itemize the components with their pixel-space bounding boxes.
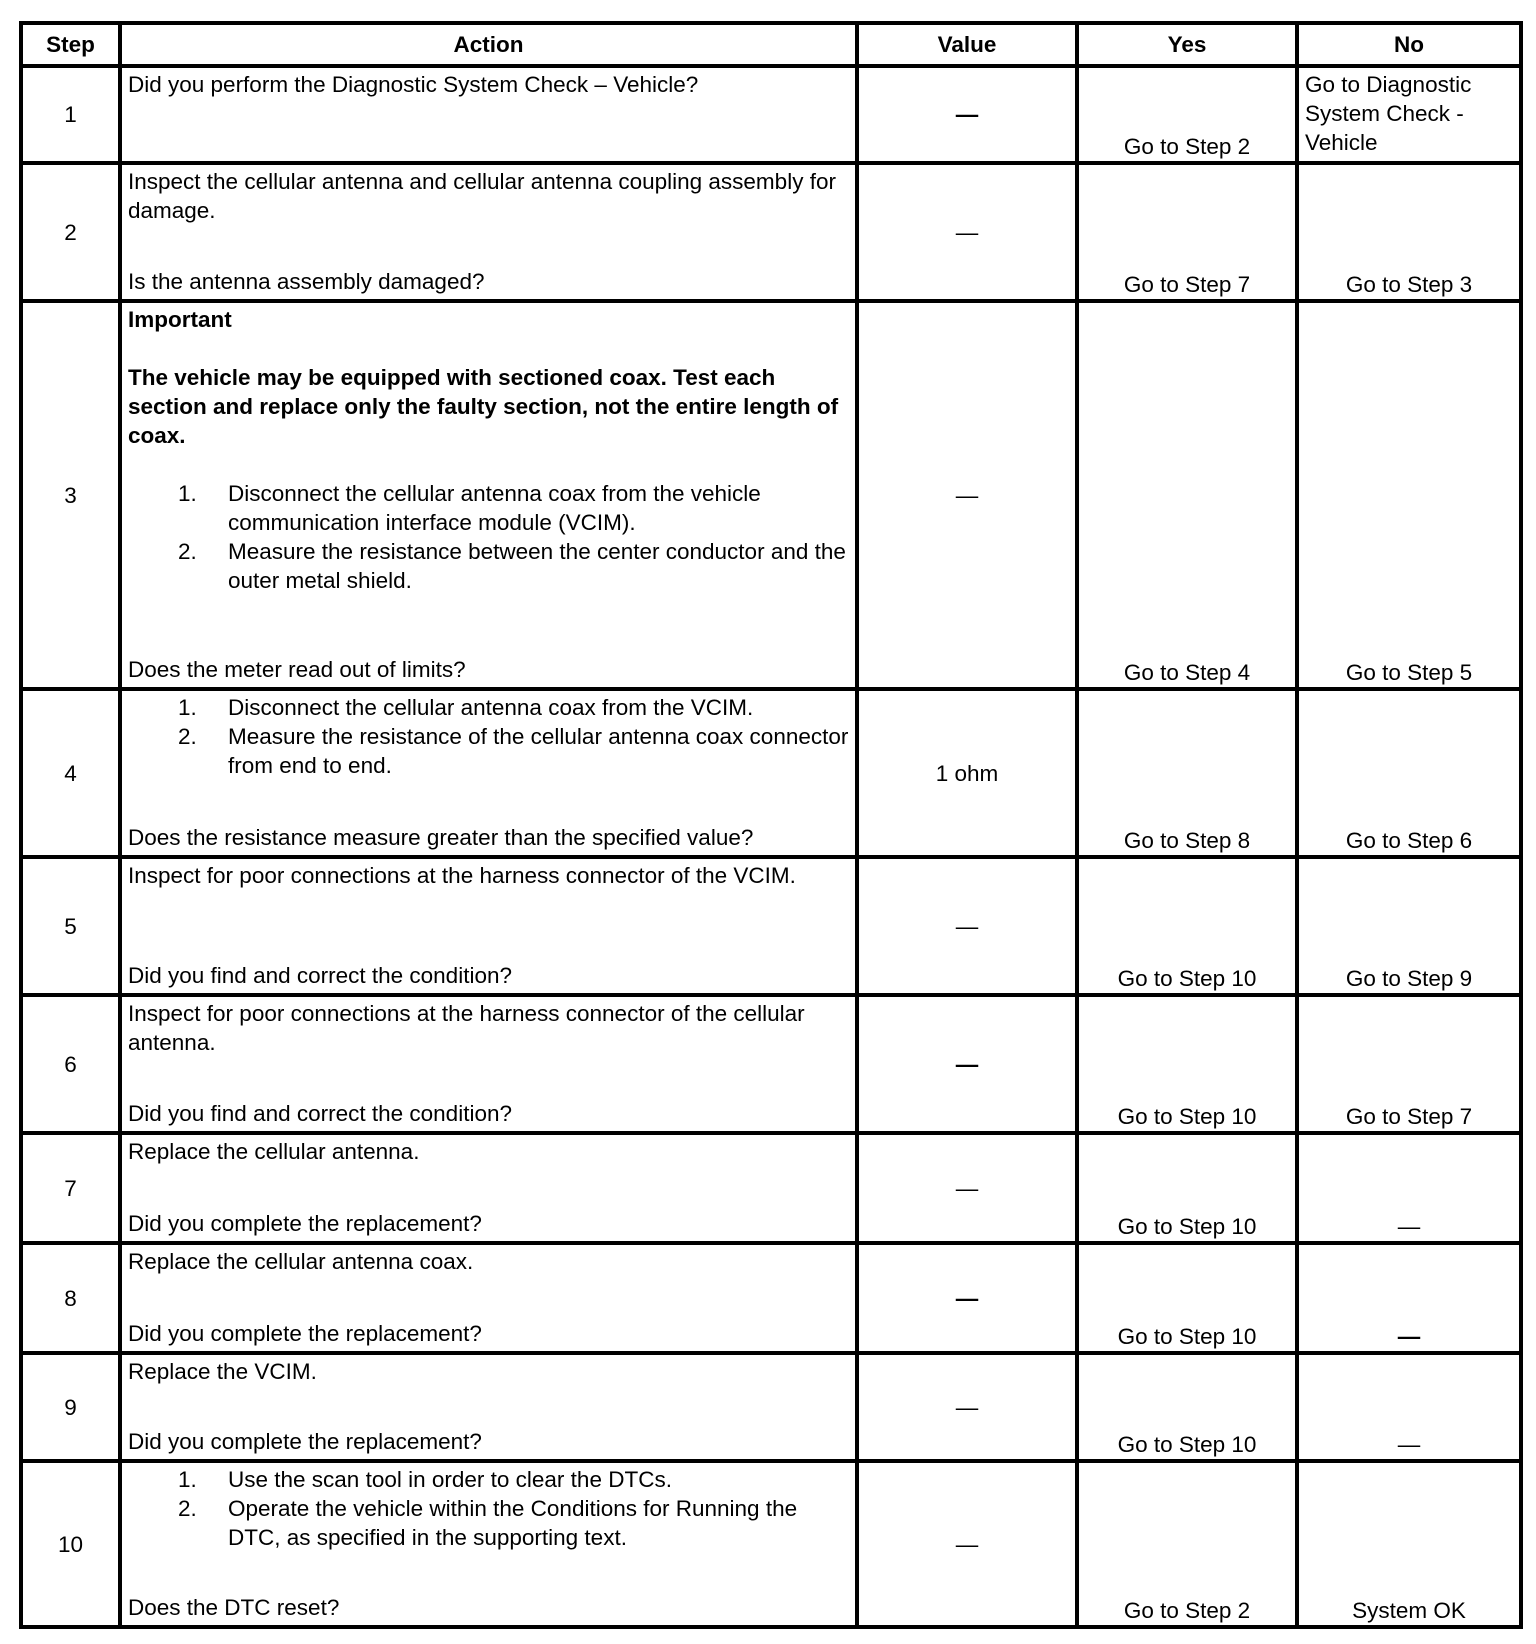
action-cell <box>120 689 857 857</box>
yes-link[interactable]: Go to Step 8 <box>1077 689 1297 857</box>
value-cell: 1 ohm <box>857 689 1077 857</box>
step-number: 5 <box>21 857 120 995</box>
table-row <box>21 995 1521 1133</box>
yes-link[interactable]: Go to Step 10 <box>1077 1243 1297 1353</box>
list-item <box>128 479 849 537</box>
action-cell <box>120 1461 857 1627</box>
table-row <box>21 66 1521 163</box>
no-link[interactable]: Go to Step 7 <box>1297 995 1521 1133</box>
list-item <box>128 537 849 595</box>
substep-text: Measure the resistance between the center conductor and the outer metal shield. <box>228 539 846 593</box>
value-cell: — <box>857 66 1077 163</box>
no-link: — <box>1297 1243 1521 1353</box>
table-row <box>21 1133 1521 1243</box>
value-cell: — <box>857 163 1077 301</box>
diagnostic-table <box>19 21 1523 1629</box>
value-cell: — <box>857 1133 1077 1243</box>
value-cell: — <box>857 301 1077 689</box>
substep-list <box>128 693 849 780</box>
yes-link[interactable]: Go to Step 4 <box>1077 301 1297 689</box>
header-step: Step <box>21 23 120 66</box>
substep-number: 2. <box>178 724 197 749</box>
action-cell <box>120 1133 857 1243</box>
action-question: Did you find and correct the condition? <box>128 1101 512 1126</box>
substep-text: Disconnect the cellular antenna coax from the vehicle communication interface module (VCIM). <box>228 481 761 535</box>
list-item <box>128 1494 849 1552</box>
action-text: Replace the VCIM. <box>128 1359 317 1384</box>
table-row <box>21 857 1521 995</box>
substep-number: 1. <box>178 695 197 720</box>
value-cell: — <box>857 995 1077 1133</box>
yes-link[interactable]: Go to Step 7 <box>1077 163 1297 301</box>
header-action: Action <box>120 23 857 66</box>
action-text: Inspect for poor connections at the harness connector of the cellular antenna. <box>128 1001 805 1055</box>
substep-number: 2. <box>178 1496 197 1521</box>
step-number: 9 <box>21 1353 120 1461</box>
substep-number: 2. <box>178 539 197 564</box>
action-cell <box>120 1243 857 1353</box>
no-link: — <box>1297 1353 1521 1461</box>
no-link[interactable]: Go to Step 5 <box>1297 301 1521 689</box>
yes-link[interactable]: Go to Step 10 <box>1077 1133 1297 1243</box>
step-number: 2 <box>21 163 120 301</box>
no-link[interactable]: Go to Step 9 <box>1297 857 1521 995</box>
important-label: Important <box>128 307 232 332</box>
action-question: Is the antenna assembly damaged? <box>128 269 485 294</box>
action-cell <box>120 857 857 995</box>
value-cell: — <box>857 1353 1077 1461</box>
action-cell <box>120 1353 857 1461</box>
action-question: Did you find and correct the condition? <box>128 963 512 988</box>
action-text: Replace the cellular antenna. <box>128 1139 420 1164</box>
table-row <box>21 163 1521 301</box>
no-result: System OK <box>1297 1461 1521 1627</box>
action-cell <box>120 163 857 301</box>
action-question: Does the meter read out of limits? <box>128 657 466 682</box>
important-note: The vehicle may be equipped with sectioned coax. Test each section and replace only the faulty section, not the entire length of coax. <box>128 365 839 448</box>
action-question: Did you complete the replacement? <box>128 1429 482 1454</box>
action-cell <box>120 995 857 1133</box>
action-question: Did you complete the replacement? <box>128 1321 482 1346</box>
value-cell: — <box>857 1461 1077 1627</box>
substep-text: Operate the vehicle within the Conditions for Running the DTC, as specified in the supporting text. <box>228 1496 798 1550</box>
substep-text: Measure the resistance of the cellular antenna coax connector from end to end. <box>228 724 849 778</box>
action-question: Does the resistance measure greater than the specified value? <box>128 825 754 850</box>
no-link[interactable]: Go to Step 6 <box>1297 689 1521 857</box>
header-value: Value <box>857 23 1077 66</box>
substep-list <box>128 1465 849 1552</box>
no-link[interactable]: Go to Step 3 <box>1297 163 1521 301</box>
table-row <box>21 1461 1521 1627</box>
yes-link[interactable]: Go to Step 2 <box>1077 66 1297 163</box>
yes-link[interactable]: Go to Step 10 <box>1077 995 1297 1133</box>
header-row <box>21 23 1521 66</box>
no-link: — <box>1297 1133 1521 1243</box>
action-cell <box>120 66 857 163</box>
step-number: 6 <box>21 995 120 1133</box>
value-cell: — <box>857 1243 1077 1353</box>
step-number: 8 <box>21 1243 120 1353</box>
action-text: Inspect for poor connections at the harness connector of the VCIM. <box>128 863 796 888</box>
list-item <box>128 693 849 722</box>
step-number: 10 <box>21 1461 120 1627</box>
action-question: Did you complete the replacement? <box>128 1211 482 1236</box>
step-number: 4 <box>21 689 120 857</box>
action-question: Does the DTC reset? <box>128 1595 340 1620</box>
value-cell: — <box>857 857 1077 995</box>
substep-text: Disconnect the cellular antenna coax from the VCIM. <box>228 695 754 720</box>
substep-number: 1. <box>178 1467 197 1492</box>
substep-list <box>128 479 849 595</box>
header-no: No <box>1297 23 1521 66</box>
action-text: Replace the cellular antenna coax. <box>128 1249 474 1274</box>
yes-link[interactable]: Go to Step 10 <box>1077 1353 1297 1461</box>
substep-number: 1. <box>178 481 197 506</box>
header-yes: Yes <box>1077 23 1297 66</box>
list-item <box>128 722 849 780</box>
yes-link[interactable]: Go to Step 2 <box>1077 1461 1297 1627</box>
no-link[interactable]: Go to Diagnostic System Check - Vehicle <box>1297 66 1521 163</box>
action-cell <box>120 301 857 689</box>
action-text: Did you perform the Diagnostic System Check – Vehicle? <box>128 72 699 97</box>
step-number: 3 <box>21 301 120 689</box>
yes-link[interactable]: Go to Step 10 <box>1077 857 1297 995</box>
list-item <box>128 1465 849 1494</box>
step-number: 1 <box>21 66 120 163</box>
table-row <box>21 1353 1521 1461</box>
substep-text: Use the scan tool in order to clear the DTCs. <box>228 1467 672 1492</box>
action-text: Inspect the cellular antenna and cellular antenna coupling assembly for damage. <box>128 169 836 223</box>
table-row <box>21 301 1521 689</box>
table-row <box>21 1243 1521 1353</box>
step-number: 7 <box>21 1133 120 1243</box>
table-row <box>21 689 1521 857</box>
